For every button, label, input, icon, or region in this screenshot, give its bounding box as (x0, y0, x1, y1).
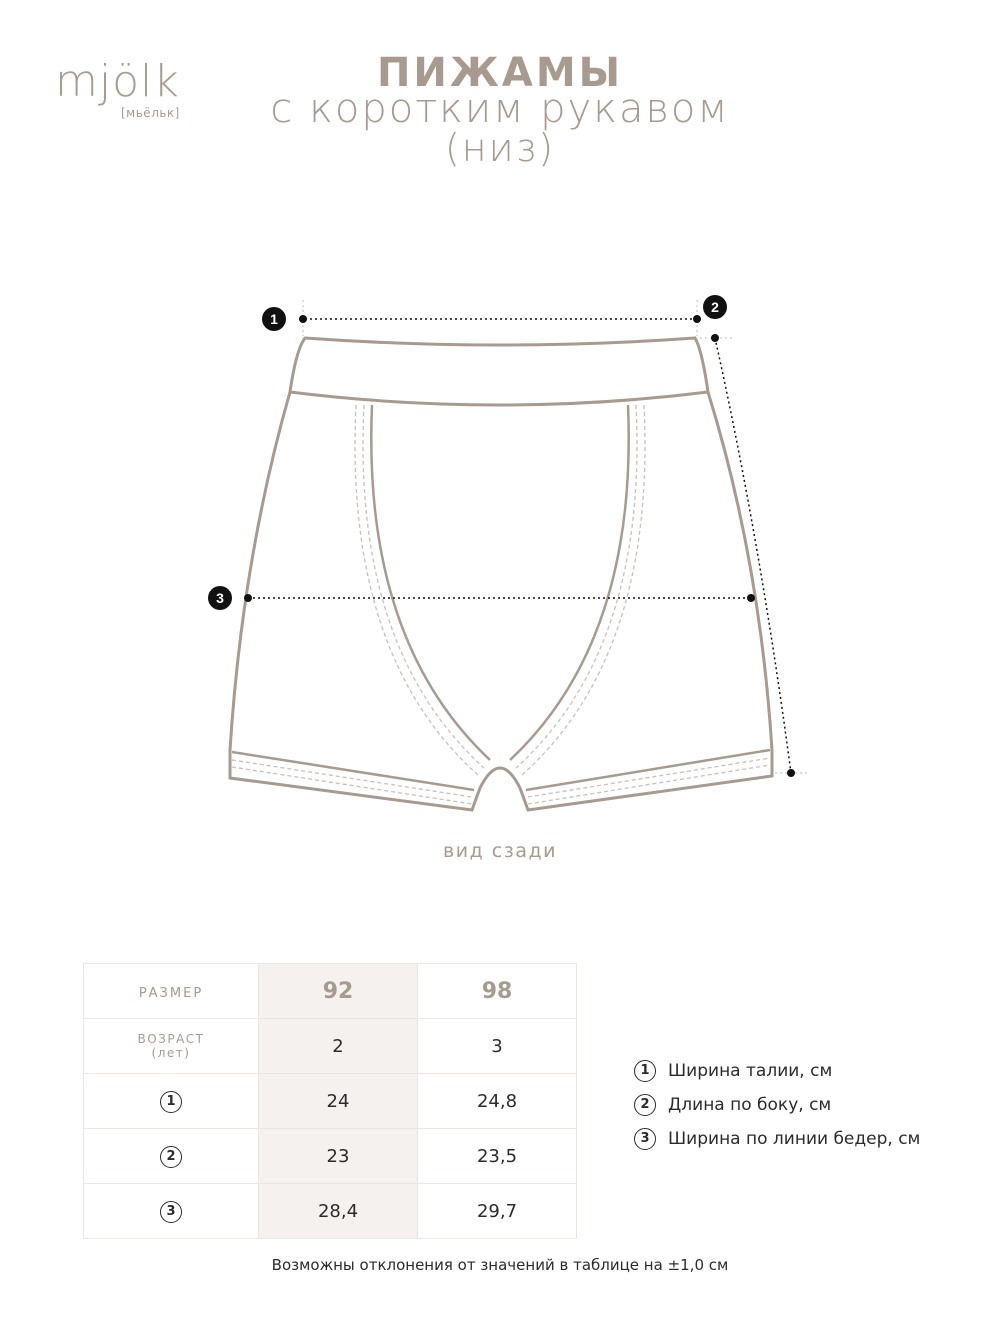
size-label: РАЗМЕР (138, 985, 204, 1001)
legend-label: Длина по боку, см (668, 1095, 832, 1115)
crotch-panel (371, 405, 628, 760)
table-cell: 24 (259, 1074, 418, 1129)
measure-point (711, 334, 719, 342)
page-title: ПИЖАМЫ (376, 50, 624, 96)
crotch-stitch (355, 405, 645, 775)
row-marker-cell (84, 1074, 259, 1129)
marker-2-badge: 2 (634, 1094, 656, 1116)
table-row-size (84, 964, 577, 1019)
size-cell (259, 964, 418, 1019)
table-row (84, 1129, 577, 1184)
legend (634, 1054, 920, 1156)
marker-3-badge: 3 (160, 1201, 182, 1223)
brand-name: mjölk (55, 56, 180, 107)
measure-point (693, 315, 701, 323)
age-unit: (лет) (151, 1046, 191, 1060)
legend-item (634, 1122, 920, 1156)
age-cell: 2 (259, 1019, 418, 1074)
marker-1-badge: 1 (160, 1091, 182, 1113)
marker-1-badge: 1 (634, 1060, 656, 1082)
waistband (290, 338, 708, 405)
row-marker-cell (84, 1184, 259, 1239)
size-header-label (84, 964, 259, 1019)
age-label: ВОЗРАСТ (137, 1032, 205, 1046)
size-table (83, 963, 577, 1239)
size-value: 98 (481, 978, 513, 1004)
page-subtitle: с коротким рукавом (270, 86, 730, 132)
age-cell: 3 (418, 1019, 577, 1074)
measure-point (747, 594, 755, 602)
size-cell (418, 964, 577, 1019)
measure-point (787, 769, 795, 777)
view-caption: вид сзади (443, 840, 557, 862)
right-hem (526, 750, 770, 790)
shorts-body (230, 392, 772, 810)
legend-item (634, 1088, 920, 1122)
footnote: Возможны отклонения от значений в таблице на ±1,0 см (271, 1256, 729, 1274)
marker-1-label: 1 (270, 311, 278, 327)
table-row (84, 1074, 577, 1129)
row-marker-cell (84, 1129, 259, 1184)
table-row-age (84, 1019, 577, 1074)
marker-2-label: 2 (711, 299, 719, 315)
marker-3-badge: 3 (634, 1128, 656, 1150)
legend-label: Ширина по линии бедер, см (668, 1129, 921, 1149)
table-cell: 29,7 (418, 1184, 577, 1239)
table-cell: 28,4 (259, 1184, 418, 1239)
legend-label: Ширина талии, см (668, 1061, 833, 1081)
table-cell: 23,5 (418, 1129, 577, 1184)
table-row (84, 1184, 577, 1239)
measure-point (244, 594, 252, 602)
size-value: 92 (322, 978, 354, 1004)
brand-subtitle: [мьёльк] (121, 106, 180, 120)
marker-2-badge: 2 (160, 1146, 182, 1168)
age-header-label (84, 1019, 259, 1074)
measure-point (299, 315, 307, 323)
measure-line-2 (715, 338, 791, 773)
page-subtitle-2: (низ) (444, 126, 556, 170)
marker-3-label: 3 (216, 590, 224, 606)
legend-item (634, 1054, 920, 1088)
table-cell: 24,8 (418, 1074, 577, 1129)
table-cell: 23 (259, 1129, 418, 1184)
